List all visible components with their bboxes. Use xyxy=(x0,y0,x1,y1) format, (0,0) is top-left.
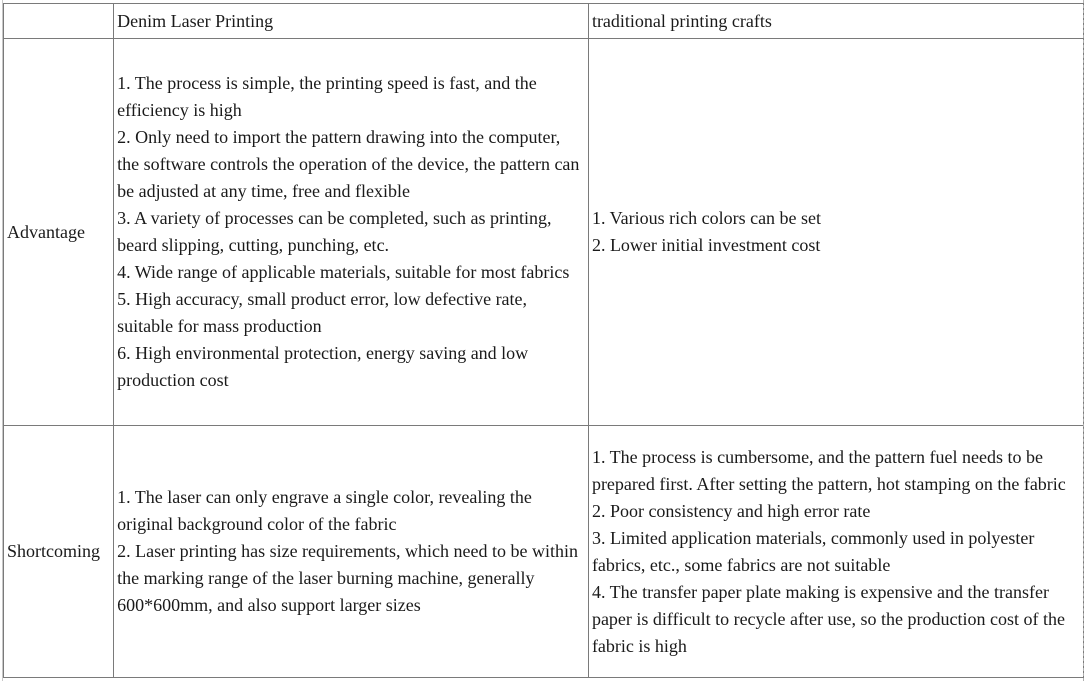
advantage-laser-item: 2. Only need to import the pattern drawing into the computer, the software controls the operation of the device, the pattern can be adjusted at any time, free and flexible xyxy=(117,127,580,201)
advantage-traditional-item: 2. Lower initial investment cost xyxy=(591,235,821,255)
advantage-row xyxy=(4,39,1084,426)
shortcoming-row xyxy=(4,426,1084,678)
cell-advantage-laser[interactable] xyxy=(114,39,589,426)
row-label-shortcoming[interactable]: Shortcoming xyxy=(4,426,114,678)
advantage-laser-item: 1. The process is simple, the printing speed is fast, and the efficiency is high xyxy=(117,73,537,120)
row-label-advantage[interactable]: Advantage xyxy=(4,39,114,426)
advantage-laser-item: 5. High accuracy, small product error, low defective rate, suitable for mass production xyxy=(117,289,528,336)
advantage-laser-item: 3. A variety of processes can be completed, such as printing, beard slipping, cutting, punching, etc. xyxy=(117,208,552,255)
advantage-traditional-item: 1. Various rich colors can be set xyxy=(591,208,822,228)
shortcoming-traditional-item: 3. Limited application materials, commonly used in polyester fabrics, etc., some fabrics are not suitable xyxy=(591,527,1035,575)
advantage-laser-item: 4. Wide range of applicable materials, suitable for most fabrics xyxy=(117,262,570,282)
cell-shortcoming-traditional[interactable] xyxy=(588,426,1083,678)
corner-cell[interactable] xyxy=(4,4,114,39)
comparison-table xyxy=(3,3,1084,678)
shortcoming-traditional-item: 2. Poor consistency and high error rate xyxy=(591,500,871,521)
cell-advantage-traditional[interactable] xyxy=(588,39,1083,426)
advantage-laser-item: 6. High environmental protection, energy saving and low production cost xyxy=(117,343,529,390)
shortcoming-laser-item: 2. Laser printing has size requirements, which need to be within the marking range of the laser burning machine, generally 600*600mm, and also support larger sizes xyxy=(117,541,578,615)
shortcoming-traditional-item: 4. The transfer paper plate making is expensive and the transfer paper is difficult to recycle after use, so the production cost of the fabric is high xyxy=(591,581,1065,656)
cell-shortcoming-laser[interactable] xyxy=(114,426,589,678)
header-cell-traditional-crafts[interactable]: traditional printing crafts xyxy=(588,4,1083,39)
shortcoming-laser-item: 1. The laser can only engrave a single color, revealing the original background color of the fabric xyxy=(117,487,532,534)
header-cell-laser-printing[interactable]: Denim Laser Printing xyxy=(114,4,589,39)
shortcoming-traditional-item: 1. The process is cumbersome, and the pattern fuel needs to be prepared first. After setting the pattern, hot stamping on the fabric xyxy=(591,446,1066,494)
header-row xyxy=(4,4,1084,39)
sheet-right-edge xyxy=(1083,0,1084,681)
